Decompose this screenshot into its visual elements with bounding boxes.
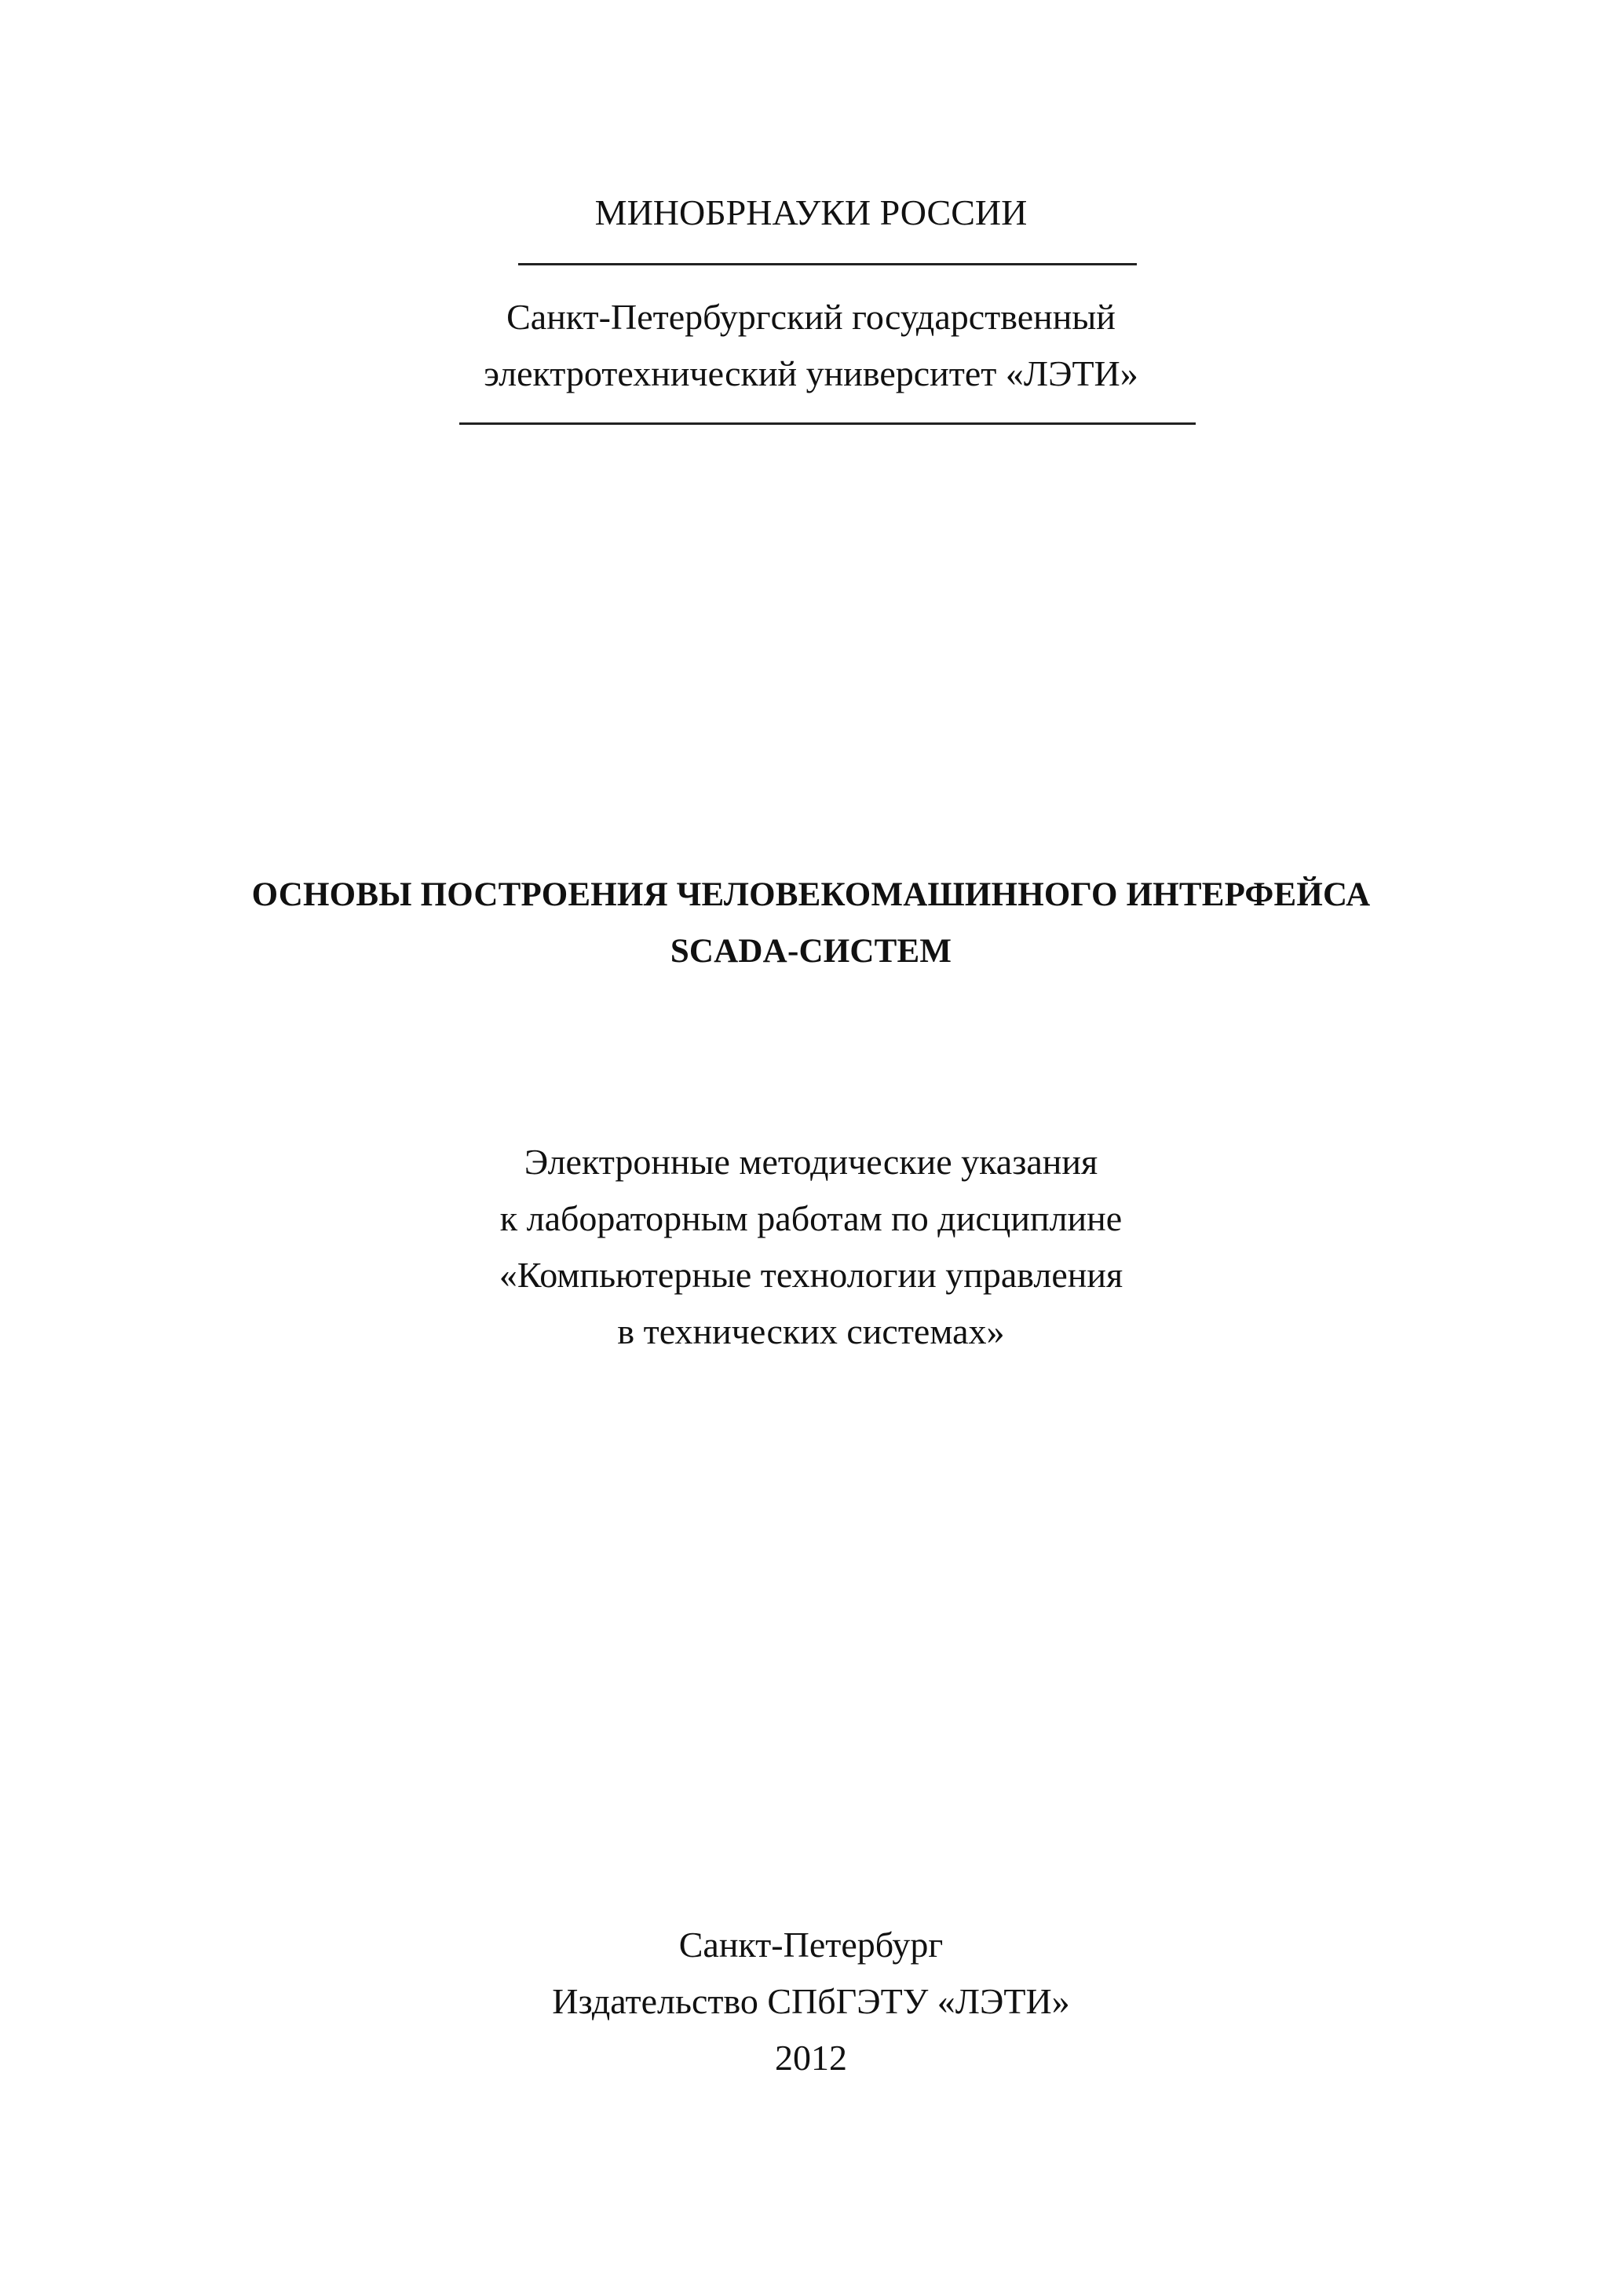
document-title-line2: SCADA-СИСТЕМ — [670, 933, 952, 970]
subtitle-line2: к лабораторным работам по дисциплине — [499, 1198, 1123, 1238]
divider-rule-bottom — [459, 422, 1196, 425]
ministry-heading: МИНОБРНАУКИ РОССИИ — [594, 192, 1028, 232]
document-title-line1: ОСНОВЫ ПОСТРОЕНИЯ ЧЕЛОВЕКОМАШИННОГО ИНТЕРФЕЙСА — [251, 876, 1371, 913]
publication-year: 2012 — [775, 2038, 847, 2078]
university-name-line2: электротехнический университет «ЛЭТИ» — [484, 353, 1138, 393]
subtitle-line3: «Компьютерные технологии управления — [499, 1255, 1123, 1295]
subtitle-line4: в технических системах» — [617, 1311, 1005, 1351]
subtitle-line1: Электронные методические указания — [524, 1142, 1098, 1182]
university-name-line1: Санкт-Петербургский государственный — [506, 297, 1116, 337]
publication-city: Санкт-Петербург — [678, 1925, 944, 1965]
publisher-name: Издательство СПбГЭТУ «ЛЭТИ» — [552, 1981, 1070, 2021]
divider-rule-top — [518, 263, 1137, 265]
